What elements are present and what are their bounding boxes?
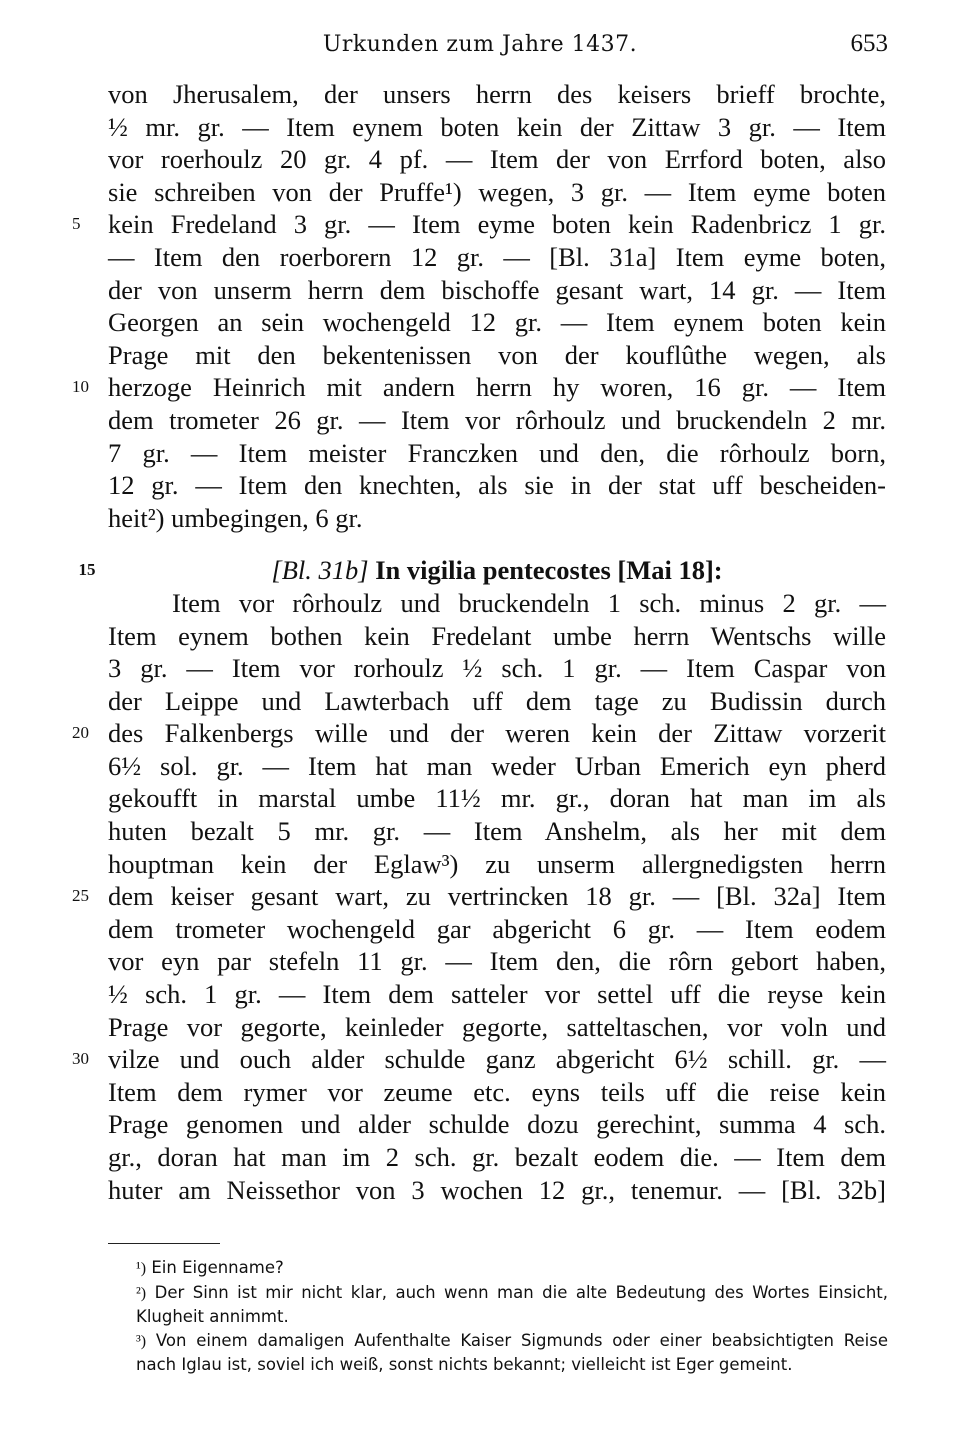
footnote	[108, 1281, 888, 1329]
footnote-text: Ein Eigenname?	[151, 1258, 284, 1277]
line-text: vor roerhoulz 20 gr. 4 pf. — Item der von Errford boten, also	[108, 144, 886, 175]
text-line	[108, 437, 886, 470]
section-heading-text: In vigilia pentecostes [Mai 18]:	[375, 555, 723, 586]
text-line	[108, 913, 886, 946]
text-line	[108, 587, 886, 620]
text-line	[108, 241, 886, 274]
text-line	[108, 1174, 886, 1207]
text-line	[108, 111, 886, 144]
text-line	[108, 782, 886, 815]
line-text: ½ mr. gr. — Item eynem boten kein der Zittaw 3 gr. — Item	[108, 111, 886, 142]
line-text: Prage genomen und alder schulde dozu gerechint, summa 4 sch.	[108, 1109, 886, 1140]
section-gap	[108, 534, 886, 554]
line-text: huter am Neissethor von 3 wochen 12 gr., tenemur. — [Bl. 32b]	[108, 1174, 886, 1205]
line-text: sie schreiben von der Pruffe¹) wegen, 3 gr. — Item eyme boten	[108, 176, 886, 207]
text-line	[108, 469, 886, 502]
footnote-marker: ²)	[136, 1284, 147, 1302]
text-line	[108, 978, 886, 1011]
text-line	[108, 78, 886, 111]
line-text: Item vor rôrhoulz und bruckendeln 1 sch. minus 2 gr. —	[172, 587, 886, 618]
page-number: 653	[850, 30, 888, 57]
text-line	[108, 945, 886, 978]
body-paragraph	[72, 78, 886, 534]
line-text: 7 gr. — Item meister Franczken und den, die rôrhoulz born,	[108, 437, 886, 468]
line-text: 6½ sol. gr. — Item hat man weder Urban Emerich eyn pherd	[108, 750, 886, 781]
footnote-text: Von einem damaligen Aufenthalte Kaiser Sigmunds oder einer beabsichtigten Reise nach Iglau ist, soviel ich weiß, sonst nichts bekannt; vielleicht ist Eger gemeint.	[136, 1330, 888, 1374]
text-line	[72, 208, 886, 241]
line-text: gekoufft in marstal umbe 11½ mr. gr., doran hat man im als	[108, 783, 886, 814]
line-text: vilze und ouch alder schulde ganz abgericht 6½ schill. gr. —	[108, 1044, 886, 1075]
section-paragraph	[72, 587, 886, 1206]
text-line	[108, 1141, 886, 1174]
line-text: ½ sch. 1 gr. — Item dem satteler vor settel uff die reyse kein	[108, 979, 886, 1010]
line-text: gr., doran hat man im 2 sch. gr. bezalt eodem die. — Item dem	[108, 1142, 886, 1172]
footnote-text: Der Sinn ist mir nicht klar, auch wenn man die alte Bedeutung des Wortes Einsicht, Klugheit annimmt.	[136, 1282, 889, 1326]
text-line	[72, 880, 886, 913]
line-text: der von unserm herrn dem bischoffe gesant wart, 14 gr. — Item	[108, 274, 886, 305]
text-line	[108, 1076, 886, 1109]
line-text: der Leippe und Lawterbach uff dem tage zu Budissin durch	[108, 685, 886, 716]
line-number: 15	[78, 560, 96, 580]
text-line	[108, 306, 886, 339]
text-line	[108, 176, 886, 209]
footnote-marker: ³)	[136, 1332, 147, 1350]
line-text: von Jherusalem, der unsers herrn des keisers brieff brochte,	[108, 79, 886, 109]
line-text: vor eyn par stefeln 11 gr. — Item den, die rôrn gebort haben,	[108, 946, 886, 977]
line-text: kein Fredeland 3 gr. — Item eyme boten kein Radenbricz 1 gr.	[108, 209, 886, 240]
text-line	[108, 404, 886, 437]
line-text: des Falkenbergs wille und der weren kein der Zittaw vorzerit	[108, 718, 886, 749]
running-title: Urkunden zum Jahre 1437.	[322, 32, 638, 57]
text-line	[108, 685, 886, 718]
text-line	[72, 1043, 886, 1076]
running-header	[0, 28, 960, 64]
text-line	[108, 339, 886, 372]
line-text: Item dem rymer vor zeume etc. eyns teils uff die reise kein	[108, 1076, 886, 1107]
footnote	[108, 1256, 888, 1281]
text-line	[72, 371, 886, 404]
line-text: — Item den roerborern 12 gr. — [Bl. 31a] Item eyme boten,	[108, 241, 886, 272]
line-text: dem trometer wochengeld gar abgericht 6 gr. — Item eodem	[108, 913, 886, 944]
folio-reference: [Bl. 31b]	[271, 555, 369, 586]
footnote-rule	[108, 1243, 220, 1244]
text-line	[108, 750, 886, 783]
line-number: 30	[72, 1049, 89, 1069]
line-number: 5	[72, 214, 81, 234]
text-line	[72, 717, 886, 750]
line-text: houptman kein der Eglaw³) zu unserm allergnedigsten herrn	[108, 848, 886, 879]
line-text: Item eynem bothen kein Fredelant umbe herrn Wentschs wille	[108, 620, 886, 651]
line-text: huten bezalt 5 mr. gr. — Item Anshelm, als her mit dem	[108, 816, 886, 847]
line-text: Georgen an sein wochengeld 12 gr. — Item eynem boten kein	[108, 307, 886, 338]
footnote-marker: ¹)	[136, 1260, 147, 1277]
text-line	[108, 1108, 886, 1141]
line-text: 12 gr. — Item den knechten, als sie in der stat uff bescheiden-	[108, 470, 886, 501]
line-text: Prage mit den bekentenissen von der kouflûthe wegen, als	[108, 339, 886, 370]
text-line	[108, 274, 886, 307]
line-text: Prage vor gegorte, keinleder gegorte, satteltaschen, vor voln und	[108, 1011, 886, 1042]
section-heading	[78, 554, 886, 587]
line-number: 25	[72, 886, 89, 906]
line-text: heit²) umbegingen, 6 gr.	[108, 502, 363, 533]
line-text: 3 gr. — Item vor rorhoulz ½ sch. 1 gr. — Item Caspar von	[108, 653, 886, 684]
main-text	[72, 78, 886, 1206]
line-text: dem keiser gesant wart, zu vertrincken 18 gr. — [Bl. 32a] Item	[108, 881, 886, 912]
footnote	[108, 1329, 888, 1377]
text-line	[108, 502, 886, 535]
text-line	[108, 652, 886, 685]
line-number: 10	[72, 377, 89, 397]
text-line	[108, 848, 886, 881]
line-text: herzoge Heinrich mit andern herrn hy woren, 16 gr. — Item	[108, 372, 886, 403]
line-number: 20	[72, 723, 89, 743]
line-text: dem trometer 26 gr. — Item vor rôrhoulz und bruckendeln 2 mr.	[108, 404, 886, 435]
text-line	[108, 143, 886, 176]
footnotes	[108, 1256, 888, 1377]
text-line	[108, 815, 886, 848]
text-line	[108, 620, 886, 653]
text-line	[108, 1011, 886, 1044]
